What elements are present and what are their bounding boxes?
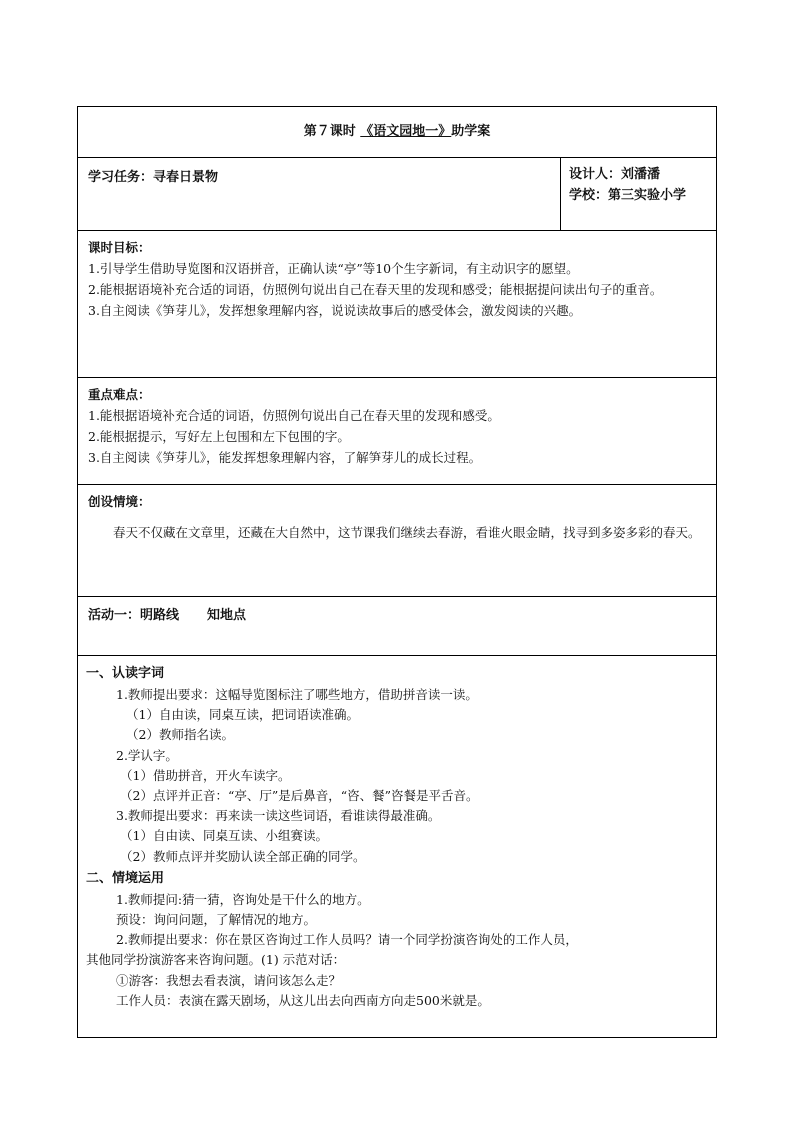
content-line: 2.学认字。 — [116, 747, 178, 763]
lesson-sheet — [77, 106, 716, 1038]
activity-one-part2: 知地点 — [207, 608, 247, 623]
scene-heading: 创设情境： — [88, 494, 151, 509]
goals-heading: 课时目标： — [88, 240, 151, 255]
content-line: ①游客：我想去看表演，请问该怎么走？ — [116, 972, 342, 988]
content-line: （1）借助拼音，开火车读字。 — [120, 767, 291, 783]
content-line: 2.教师提出要求：你在景区咨询过工作人员吗？请一个同学扮演咨询处的工作人员， — [116, 932, 578, 948]
content-line: （2）教师点评并奖励认读全部正确的同学。 — [120, 848, 366, 864]
activity-content — [78, 656, 717, 1038]
learning-task — [78, 158, 561, 231]
activity-one — [78, 597, 717, 656]
keypoint-item: 3.自主阅读《笋芽儿》，能发挥想象理解内容，了解笋芽儿的成长过程。 — [88, 450, 482, 465]
goal-item: 2.能根据语境补充合适的词语，仿照例句说出自己在春天里的发现和感受；能根据提问读出句子的重音。 — [88, 282, 663, 297]
content-line: （1）自由读，同桌互读，把词语读准确。 — [126, 707, 359, 723]
title-book: 《语文园地一》 — [360, 124, 452, 139]
key-points — [78, 378, 717, 485]
keypoints-heading: 重点难点： — [88, 387, 151, 402]
designer-info — [561, 158, 717, 231]
designer-name: 设计人：刘潘潘 — [569, 167, 661, 182]
content-line: （1）自由读、同桌互读、小组赛读。 — [120, 828, 328, 844]
content-line: （2）教师指名读。 — [126, 727, 234, 743]
content-line: 1.教师提问:猜一猜，咨询处是干什么的地方。 — [116, 891, 370, 907]
keypoint-item: 2.能根据提示，写好左上包围和左下包围的字。 — [88, 429, 350, 444]
scene-text: 春天不仅藏在文章里，还藏在大自然中，这节课我们继续去春游，看谁火眼金睛，找寻到多姿多彩的春天。 — [113, 525, 701, 540]
content-line: （2）点评并正音：“亭、厅”是后鼻音，“咨、餐”咨餐是平舌音。 — [120, 788, 479, 804]
content-line: 1.教师提出要求：这幅导览图标注了哪些地方，借助拼音读一读。 — [116, 687, 478, 702]
lesson-table — [77, 106, 717, 1038]
content-line: 其他同学扮演游客来咨询问题。(1) 示范对话： — [86, 952, 346, 968]
title-prefix: 第７课时 — [303, 124, 356, 139]
section-title: 二、情境运用 — [86, 870, 165, 886]
section-title: 一、认读字词 — [86, 666, 165, 681]
title-suffix: 助学案 — [451, 124, 491, 139]
page-title — [78, 107, 717, 158]
content-line: 预设：询问问题，了解情况的地方。 — [116, 912, 317, 928]
goal-item: 3.自主阅读《笋芽儿》，发挥想象理解内容，说说读故事后的感受体会，激发阅读的兴趣。 — [88, 303, 582, 318]
content-line: 3.教师提出要求：再来读一读这些词语，看谁读得最准确。 — [116, 808, 441, 824]
content-line: 工作人员：表演在露天剧场，从这儿出去向西南方向走500米就是。 — [116, 992, 490, 1008]
scenario — [78, 485, 717, 597]
activity-one-part1: 活动一：明路线 — [88, 608, 180, 623]
keypoint-item: 1.能根据语境补充合适的词语，仿照例句说出自己在春天里的发现和感受。 — [88, 408, 500, 423]
goal-item: 1.引导学生借助导览图和汉语拼音，正确认读“亭”等10个生字新词，有主动识字的愿望。 — [88, 261, 579, 276]
lesson-goals — [78, 231, 717, 378]
school-name: 学校：第三实验小学 — [569, 188, 687, 203]
learning-task-label: 学习任务：寻春日景物 — [88, 170, 219, 185]
